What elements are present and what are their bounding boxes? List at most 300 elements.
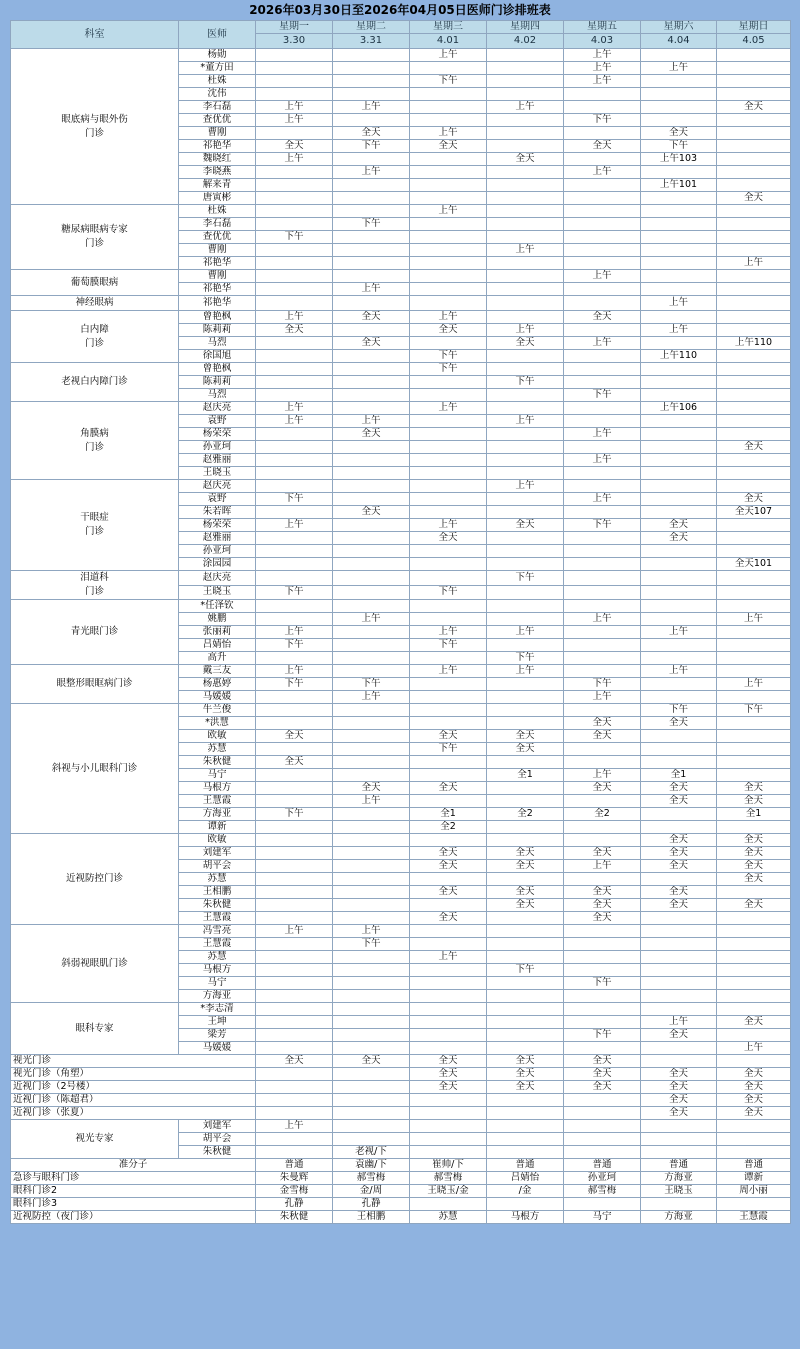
schedule-slot: [641, 613, 717, 626]
schedule-slot: [410, 717, 487, 730]
schedule-slot: 谭新: [717, 1172, 791, 1185]
clinic-name: 眼科门诊2: [11, 1185, 256, 1198]
schedule-slot: [717, 545, 791, 558]
schedule-slot: 上午: [564, 62, 641, 75]
schedule-slot: 全2: [410, 821, 487, 834]
schedule-slot: [717, 652, 791, 665]
schedule-slot: [641, 506, 717, 519]
doctor-name: 谭新: [179, 821, 256, 834]
schedule-slot: [717, 756, 791, 769]
schedule-slot: 全天: [410, 886, 487, 899]
schedule-slot: [487, 925, 564, 938]
schedule-slot: 上午: [256, 519, 333, 532]
schedule-slot: [256, 283, 333, 296]
doctor-name: 杨荣荣: [179, 428, 256, 441]
schedule-slot: [256, 652, 333, 665]
schedule-slot: [717, 571, 791, 586]
schedule-slot: [410, 1042, 487, 1055]
schedule-slot: 上午: [717, 257, 791, 270]
schedule-slot: [487, 389, 564, 402]
schedule-slot: [717, 311, 791, 324]
schedule-slot: [717, 691, 791, 704]
schedule-slot: 上午: [333, 691, 410, 704]
doctor-name: 欧敏: [179, 834, 256, 847]
schedule-slot: [333, 1133, 410, 1146]
schedule-slot: [333, 1068, 410, 1081]
schedule-slot: [333, 704, 410, 717]
dept-cell: [11, 49, 179, 205]
schedule-slot: [410, 691, 487, 704]
schedule-slot: [333, 756, 410, 769]
schedule-slot: [564, 704, 641, 717]
schedule-slot: 上午: [717, 613, 791, 626]
schedule-slot: /金: [487, 1185, 564, 1198]
schedule-slot: 上午: [564, 270, 641, 283]
doctor-name: 马媛媛: [179, 691, 256, 704]
schedule-slot: 全天: [717, 1068, 791, 1081]
clinic-name: 视光门诊: [11, 1055, 256, 1068]
schedule-slot: [641, 558, 717, 571]
schedule-slot: [641, 1198, 717, 1211]
schedule-slot: [487, 782, 564, 795]
schedule-slot: [564, 153, 641, 166]
schedule-slot: 金/周: [333, 1185, 410, 1198]
schedule-slot: 全天: [641, 1068, 717, 1081]
clinic-row: [11, 1107, 791, 1120]
schedule-slot: [333, 912, 410, 925]
schedule-slot: [333, 192, 410, 205]
schedule-slot: 全天: [564, 311, 641, 324]
schedule-slot: 全天: [641, 860, 717, 873]
schedule-slot: 马根方: [487, 1211, 564, 1224]
schedule-slot: [564, 545, 641, 558]
doctor-name: 梁芳: [179, 1029, 256, 1042]
schedule-slot: [256, 376, 333, 389]
schedule-slot: [717, 600, 791, 613]
schedule-slot: [333, 62, 410, 75]
schedule-slot: [333, 665, 410, 678]
clinic-name: 近视门诊（陈超君）: [11, 1094, 256, 1107]
schedule-slot: [717, 231, 791, 244]
schedule-slot: [717, 127, 791, 140]
doctor-name: 冯雪亮: [179, 925, 256, 938]
table-row: [11, 1003, 791, 1016]
schedule-slot: [641, 1055, 717, 1068]
schedule-slot: [487, 834, 564, 847]
schedule-slot: [564, 1120, 641, 1133]
doctor-name: 祁艳华: [179, 257, 256, 270]
schedule-slot: [410, 899, 487, 912]
schedule-slot: [410, 62, 487, 75]
table-row: [11, 49, 791, 62]
dept-name: 白内障: [80, 323, 109, 335]
schedule-slot: [717, 532, 791, 545]
doctor-name: 吕婧怡: [179, 639, 256, 652]
schedule-slot: 全天: [564, 1055, 641, 1068]
schedule-slot: [641, 1146, 717, 1159]
schedule-slot: 下午: [487, 652, 564, 665]
schedule-slot: [410, 389, 487, 402]
doctor-name: 袁野: [179, 415, 256, 428]
schedule-slot: [256, 1094, 333, 1107]
schedule-slot: [717, 114, 791, 127]
schedule-slot: [256, 964, 333, 977]
schedule-slot: [564, 402, 641, 415]
schedule-slot: 上午110: [641, 350, 717, 363]
schedule-slot: [333, 847, 410, 860]
schedule-slot: 下午: [256, 231, 333, 244]
schedule-slot: 方海亚: [641, 1211, 717, 1224]
doctor-name: 赵庆亮: [179, 402, 256, 415]
schedule-slot: [487, 938, 564, 951]
schedule-slot: [333, 743, 410, 756]
schedule-slot: [641, 571, 717, 586]
schedule-slot: 上午: [487, 244, 564, 257]
schedule-slot: 普通: [487, 1159, 564, 1172]
schedule-slot: 苏慧: [410, 1211, 487, 1224]
schedule-slot: 全天: [641, 1094, 717, 1107]
schedule-slot: [333, 1003, 410, 1016]
schedule-slot: [487, 467, 564, 480]
schedule-slot: 全天: [564, 730, 641, 743]
schedule-slot: [564, 938, 641, 951]
dept-cell: [11, 1003, 179, 1055]
schedule-slot: [256, 1107, 333, 1120]
doctor-name: 李晓燕: [179, 166, 256, 179]
schedule-slot: [333, 480, 410, 493]
schedule-slot: [641, 376, 717, 389]
header-day: 星期五: [564, 21, 641, 34]
schedule-slot: [717, 88, 791, 101]
dept-cell: [11, 311, 179, 363]
dept-name: 老视白内障门诊: [61, 376, 128, 387]
schedule-slot: [717, 639, 791, 652]
schedule-slot: 上午: [564, 613, 641, 626]
schedule-slot: [410, 270, 487, 283]
dept-cell: [11, 834, 179, 925]
schedule-slot: 全天: [641, 127, 717, 140]
schedule-slot: [487, 296, 564, 311]
schedule-slot: 下午: [487, 571, 564, 586]
doctor-name: 王坤: [179, 1016, 256, 1029]
schedule-slot: [641, 730, 717, 743]
schedule-slot: [641, 49, 717, 62]
schedule-slot: 全天: [333, 127, 410, 140]
schedule-slot: [564, 415, 641, 428]
schedule-slot: 全天: [487, 886, 564, 899]
schedule-slot: [256, 1016, 333, 1029]
schedule-slot: 下午: [410, 75, 487, 88]
schedule-slot: [487, 62, 564, 75]
table-row: [11, 480, 791, 493]
schedule-slot: [256, 270, 333, 283]
schedule-slot: [333, 834, 410, 847]
schedule-slot: 下午: [564, 114, 641, 127]
schedule-slot: [487, 639, 564, 652]
schedule-slot: [410, 1198, 487, 1211]
schedule-slot: [333, 1042, 410, 1055]
schedule-slot: [717, 363, 791, 376]
schedule-slot: [410, 506, 487, 519]
clinic-name: 急诊与眼科门诊: [11, 1172, 256, 1185]
schedule-slot: 全天: [717, 873, 791, 886]
schedule-slot: 上午: [256, 402, 333, 415]
schedule-slot: 全天: [641, 1029, 717, 1042]
schedule-slot: 上午: [333, 101, 410, 114]
schedule-slot: [717, 769, 791, 782]
schedule-slot: 上午: [564, 769, 641, 782]
schedule-slot: 全天: [641, 834, 717, 847]
schedule-slot: 全天: [641, 847, 717, 860]
schedule-slot: [333, 454, 410, 467]
schedule-slot: [487, 1120, 564, 1133]
header-row: [11, 21, 791, 34]
schedule-slot: [717, 626, 791, 639]
schedule-slot: [333, 639, 410, 652]
schedule-slot: [487, 311, 564, 324]
schedule-slot: [410, 257, 487, 270]
schedule-slot: [256, 441, 333, 454]
schedule-slot: [256, 571, 333, 586]
schedule-slot: 上午: [333, 166, 410, 179]
dept-name: 角膜病: [80, 427, 109, 439]
table-row: [11, 363, 791, 376]
schedule-slot: 全天: [564, 1068, 641, 1081]
schedule-slot: [410, 296, 487, 311]
dept-cell: [11, 925, 179, 1003]
schedule-slot: [717, 743, 791, 756]
schedule-slot: 下午: [564, 977, 641, 990]
doctor-name: 赵庆亮: [179, 571, 256, 586]
header-date: 4.01: [410, 34, 487, 49]
schedule-slot: 上午: [410, 311, 487, 324]
dept-name: 眼整形眼眶病门诊: [56, 678, 133, 689]
schedule-slot: [410, 613, 487, 626]
schedule-slot: 全2: [564, 808, 641, 821]
schedule-slot: [333, 49, 410, 62]
schedule-slot: [564, 441, 641, 454]
schedule-slot: 上午: [333, 795, 410, 808]
schedule-slot: [333, 769, 410, 782]
schedule-slot: 全天: [410, 912, 487, 925]
schedule-slot: [717, 519, 791, 532]
schedule-slot: 上午: [410, 519, 487, 532]
schedule-slot: 上午: [717, 678, 791, 691]
schedule-slot: [487, 951, 564, 964]
schedule-slot: 全天: [487, 899, 564, 912]
schedule-slot: [333, 376, 410, 389]
schedule-slot: 全天: [717, 860, 791, 873]
schedule-slot: 全天: [564, 912, 641, 925]
schedule-slot: 全天: [641, 717, 717, 730]
schedule-slot: [564, 600, 641, 613]
clinic-row: [11, 1211, 791, 1224]
schedule-slot: [256, 244, 333, 257]
schedule-slot: [717, 1198, 791, 1211]
schedule-slot: 全天: [564, 886, 641, 899]
dept-cell: [11, 205, 179, 270]
doctor-name: 方海亚: [179, 808, 256, 821]
schedule-slot: [410, 101, 487, 114]
schedule-slot: 全天: [717, 493, 791, 506]
schedule-slot: [333, 1120, 410, 1133]
schedule-slot: 下午: [487, 376, 564, 389]
schedule-slot: 全天: [641, 795, 717, 808]
doctor-name: 杨勋: [179, 49, 256, 62]
doctor-name: 杨荣荣: [179, 519, 256, 532]
schedule-slot: [564, 1016, 641, 1029]
schedule-slot: 上午: [410, 49, 487, 62]
schedule-slot: [564, 743, 641, 756]
schedule-slot: [410, 415, 487, 428]
doctor-name: 查优优: [179, 231, 256, 244]
doctor-name: 马烈: [179, 389, 256, 402]
dept-name: 眼科专家: [75, 1022, 114, 1034]
doctor-name: 魏晓红: [179, 153, 256, 166]
schedule-slot: 下午: [641, 704, 717, 717]
schedule-slot: [641, 977, 717, 990]
schedule-slot: [564, 821, 641, 834]
schedule-slot: [333, 886, 410, 899]
schedule-slot: [333, 389, 410, 402]
schedule-slot: 上午: [564, 691, 641, 704]
schedule-slot: 全天: [717, 847, 791, 860]
schedule-slot: [717, 886, 791, 899]
schedule-slot: 上午: [641, 665, 717, 678]
schedule-slot: [641, 585, 717, 600]
schedule-slot: 郝雪梅: [333, 1172, 410, 1185]
schedule-slot: [333, 585, 410, 600]
schedule-slot: 袁幽/下: [333, 1159, 410, 1172]
schedule-slot: [333, 821, 410, 834]
schedule-slot: 全天: [256, 1055, 333, 1068]
header-day: 星期日: [717, 21, 791, 34]
schedule-slot: [487, 350, 564, 363]
table-row: [11, 665, 791, 678]
schedule-slot: [410, 88, 487, 101]
schedule-slot: [717, 179, 791, 192]
schedule-slot: [333, 808, 410, 821]
schedule-slot: [564, 834, 641, 847]
schedule-slot: [410, 964, 487, 977]
schedule-slot: 上午: [410, 402, 487, 415]
schedule-slot: 全天: [410, 1068, 487, 1081]
schedule: [10, 0, 790, 1224]
clinic-row: [11, 1172, 791, 1185]
schedule-slot: 下午: [410, 350, 487, 363]
schedule-slot: [256, 821, 333, 834]
schedule-slot: [564, 1042, 641, 1055]
schedule-slot: [564, 480, 641, 493]
schedule-slot: 全天: [487, 153, 564, 166]
schedule-slot: 全天: [717, 1107, 791, 1120]
schedule-slot: [333, 441, 410, 454]
schedule-slot: [256, 860, 333, 873]
schedule-slot: [641, 808, 717, 821]
schedule-slot: [410, 704, 487, 717]
schedule-slot: [410, 545, 487, 558]
table-row: [11, 1120, 791, 1133]
dept-name: 门诊: [84, 586, 104, 597]
schedule-slot: [333, 860, 410, 873]
schedule-slot: 王晓玉: [641, 1185, 717, 1198]
schedule-slot: [256, 179, 333, 192]
schedule-slot: [487, 454, 564, 467]
schedule-slot: [487, 795, 564, 808]
schedule-slot: 周小丽: [717, 1185, 791, 1198]
schedule-slot: 上午: [564, 75, 641, 88]
schedule-slot: 上午106: [641, 402, 717, 415]
schedule-slot: [564, 1146, 641, 1159]
schedule-slot: [717, 166, 791, 179]
schedule-slot: [564, 257, 641, 270]
schedule-slot: [410, 558, 487, 571]
header-date: 3.30: [256, 34, 333, 49]
schedule-slot: 全天: [641, 1107, 717, 1120]
schedule-slot: [564, 1094, 641, 1107]
schedule-slot: 全天: [333, 506, 410, 519]
schedule-slot: [410, 769, 487, 782]
schedule-slot: [487, 1198, 564, 1211]
schedule-slot: [641, 743, 717, 756]
schedule-slot: [564, 925, 641, 938]
schedule-slot: [641, 428, 717, 441]
schedule-slot: 全1: [410, 808, 487, 821]
schedule-slot: [564, 376, 641, 389]
schedule-slot: 上午: [410, 951, 487, 964]
schedule-slot: [487, 558, 564, 571]
dept-name: 神经眼病: [75, 297, 114, 308]
table-row: [11, 571, 791, 586]
schedule-slot: [256, 558, 333, 571]
schedule-slot: [333, 231, 410, 244]
schedule-slot: [564, 1107, 641, 1120]
schedule-slot: 下午: [641, 140, 717, 153]
schedule-slot: [256, 337, 333, 350]
clinic-name: 眼科门诊3: [11, 1198, 256, 1211]
schedule-slot: 全天: [487, 1055, 564, 1068]
schedule-slot: 全天: [487, 337, 564, 350]
schedule-slot: [256, 192, 333, 205]
schedule-slot: [256, 218, 333, 231]
doctor-name: 李石磊: [179, 101, 256, 114]
header-dept: 科室: [11, 21, 179, 49]
schedule-slot: [487, 114, 564, 127]
dept-name: 眼底病与眼外伤: [61, 113, 128, 125]
schedule-slot: [487, 600, 564, 613]
schedule-slot: 全天: [410, 1081, 487, 1094]
schedule-slot: 上午: [641, 62, 717, 75]
schedule-slot: [641, 873, 717, 886]
schedule-slot: [717, 296, 791, 311]
doctor-name: 王慧霞: [179, 938, 256, 951]
doctor-name: 刘建军: [179, 847, 256, 860]
schedule-slot: 全天: [641, 1081, 717, 1094]
schedule-slot: [333, 363, 410, 376]
schedule-slot: [487, 231, 564, 244]
schedule-slot: 朱秋健: [256, 1211, 333, 1224]
schedule-slot: [410, 600, 487, 613]
schedule-slot: [487, 912, 564, 925]
schedule-slot: 马宁: [564, 1211, 641, 1224]
table-row: [11, 834, 791, 847]
schedule-slot: [487, 990, 564, 1003]
doctor-name: 胡平会: [179, 1133, 256, 1146]
header-day: 星期六: [641, 21, 717, 34]
dept-name: 斜视与小儿眼科门诊: [51, 762, 138, 774]
schedule-slot: [410, 166, 487, 179]
schedule-slot: [717, 1003, 791, 1016]
